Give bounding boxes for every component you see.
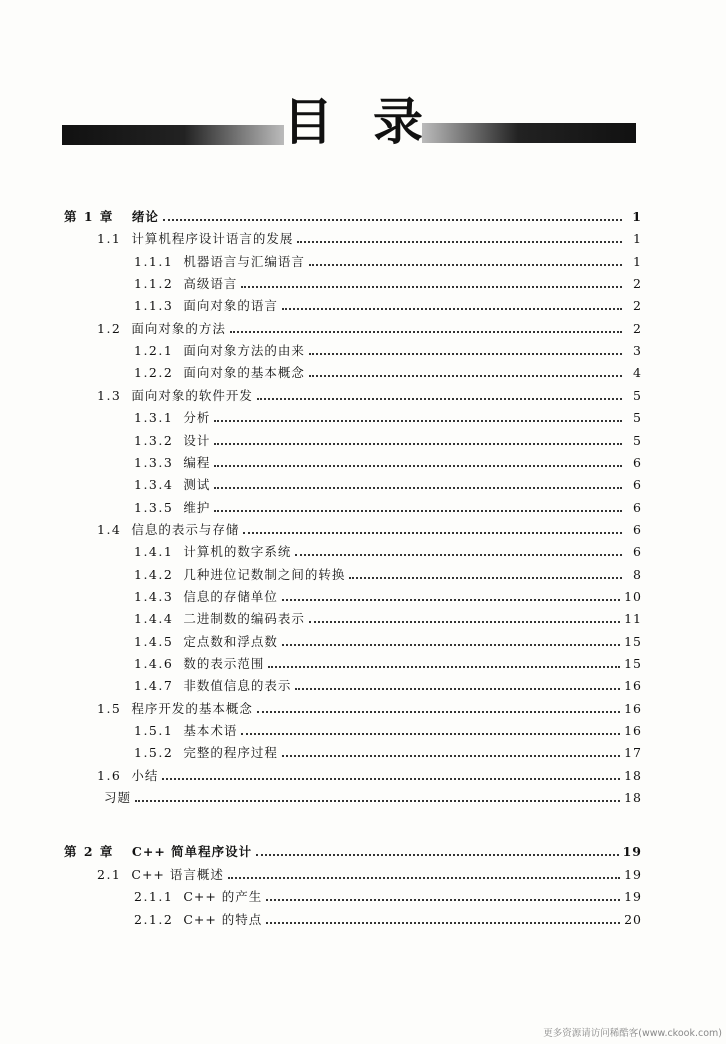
toc-entry-row[interactable] [134, 885, 642, 905]
toc-entry-number: 2.1 [97, 867, 122, 882]
toc-dot-leader [309, 621, 620, 623]
toc-entry-number: 1.3.3 [134, 455, 174, 470]
toc-dot-leader [282, 308, 622, 310]
toc-entry-number: 1.2.2 [134, 365, 174, 380]
toc-entry-title: 计算机的数字系统 [183, 544, 292, 559]
toc-entry-title: 设计 [183, 433, 211, 448]
toc-entry-title: C++ 简单程序设计 [131, 844, 253, 859]
toc-page-number: 15 [624, 634, 642, 649]
toc-page-number: 19 [622, 844, 642, 859]
toc-entry-number: 1.5 [97, 701, 122, 716]
toc-entry-row[interactable] [97, 764, 642, 784]
toc-entry-row[interactable] [134, 339, 642, 359]
toc-dot-leader [214, 487, 622, 489]
toc-entry-number: 第 2 章 [64, 844, 114, 859]
toc-entry-number: 1.4 [97, 522, 122, 537]
toc-entry-number: 2.1.1 [134, 889, 174, 904]
toc-entry-number: 第 1 章 [64, 209, 114, 224]
toc-page-number: 8 [633, 567, 642, 582]
toc-dot-leader [266, 922, 620, 924]
toc-dot-leader [266, 899, 620, 901]
toc-entry-number: 1.3 [97, 388, 122, 403]
toc-entry-row[interactable] [134, 607, 642, 627]
toc-entry-title: 面向对象的软件开发 [131, 388, 253, 403]
toc-entry-title: 维护 [183, 500, 211, 515]
toc-entry-title: 面向对象的方法 [131, 321, 226, 336]
toc-entry-title: 机器语言与汇编语言 [183, 254, 305, 269]
toc-dot-leader [295, 688, 620, 690]
toc-entry-title: 绪论 [131, 209, 159, 224]
footer-watermark: 更多资源请访问稀酷客(www.ckook.com) [543, 1028, 722, 1039]
toc-dot-leader [257, 398, 622, 400]
toc-dot-leader [163, 219, 622, 221]
toc-entry-number: 1.6 [97, 768, 122, 783]
toc-dot-leader [214, 465, 622, 467]
title-banner [0, 0, 726, 170]
toc-entry-title: 面向对象的基本概念 [183, 365, 305, 380]
toc-chapter-row[interactable] [64, 205, 642, 225]
toc-entry-row[interactable] [134, 585, 642, 605]
page-title: 目录 [283, 93, 463, 151]
toc-dot-leader [309, 353, 622, 355]
toc-entry-row[interactable] [97, 863, 642, 883]
toc-page-number: 5 [633, 433, 642, 448]
toc-entry-number: 1.4.5 [134, 634, 174, 649]
toc-page-number: 6 [633, 522, 642, 537]
toc-entry-title: 高级语言 [183, 276, 238, 291]
toc-page-number: 6 [633, 477, 642, 492]
toc-page-number: 17 [624, 745, 642, 760]
toc-entry-number: 1.2 [97, 321, 122, 336]
toc-page-number: 16 [624, 701, 642, 716]
toc-entry-title: 数的表示范围 [183, 656, 265, 671]
toc-entry-title: 二进制数的编码表示 [183, 611, 305, 626]
toc-entry-row[interactable] [134, 473, 642, 493]
toc-entry-number: 1.1.3 [134, 298, 174, 313]
toc-entry-number: 1.1.2 [134, 276, 174, 291]
toc-dot-leader [214, 420, 622, 422]
toc-dot-leader [135, 800, 620, 802]
toc-entry-number: 1.2.1 [134, 343, 174, 358]
toc-entry-title: 非数值信息的表示 [183, 678, 292, 693]
toc-entry-number: 1.4.7 [134, 678, 174, 693]
toc-page-number: 19 [624, 867, 642, 882]
toc-page-number: 18 [624, 768, 642, 783]
toc-entry-row[interactable] [134, 272, 642, 292]
toc-entry-row[interactable] [97, 697, 642, 717]
toc-entry-number: 1.4.4 [134, 611, 174, 626]
toc-entry-row[interactable] [134, 563, 642, 583]
toc-page-number: 18 [624, 790, 642, 805]
toc-dot-leader [268, 666, 620, 668]
toc-entry-row[interactable] [97, 384, 642, 404]
toc-entry-number: 1.4.3 [134, 589, 174, 604]
toc-page-number: 1 [633, 231, 642, 246]
toc-entry-number: 1.5.1 [134, 723, 174, 738]
toc-entry-title: 定点数和浮点数 [183, 634, 278, 649]
toc-dot-leader [241, 286, 622, 288]
toc-page-number: 2 [633, 321, 642, 336]
toc-dot-leader [309, 264, 622, 266]
toc-page-number: 15 [624, 656, 642, 671]
toc-dot-leader [230, 331, 622, 333]
toc-dot-leader [282, 599, 620, 601]
toc-entry-row[interactable] [134, 451, 642, 471]
toc-page-number: 20 [624, 912, 642, 927]
toc-entry-title: 小结 [131, 768, 159, 783]
toc-dot-leader [297, 241, 622, 243]
toc-entry-title: 完整的程序过程 [183, 745, 278, 760]
toc-entry-number: 1.4.1 [134, 544, 174, 559]
toc-entry-number: 1.1.1 [134, 254, 174, 269]
toc-dot-leader [162, 778, 620, 780]
toc-page-number: 2 [633, 298, 642, 313]
toc-page-number: 6 [633, 544, 642, 559]
toc-entry-title: 信息的存储单位 [183, 589, 278, 604]
toc-page-number: 4 [633, 365, 642, 380]
toc-entry-row[interactable] [134, 250, 642, 270]
toc-page-number: 1 [633, 254, 642, 269]
toc-dot-leader [214, 443, 622, 445]
toc-entry-title: C++ 语言概述 [131, 867, 224, 882]
toc-entry-row[interactable] [97, 227, 642, 247]
toc-dot-leader [241, 733, 620, 735]
toc-page-number: 3 [633, 343, 642, 358]
toc-dot-leader [256, 854, 618, 856]
toc-entry-title: 分析 [183, 410, 211, 425]
toc-dot-leader [243, 532, 622, 534]
toc-entry-row[interactable] [134, 429, 642, 449]
toc-entry-title: 编程 [183, 455, 211, 470]
toc-dot-leader [295, 554, 622, 556]
toc-entry-number: 1.4.6 [134, 656, 174, 671]
toc-entry-title: 面向对象方法的由来 [183, 343, 305, 358]
toc-entry-number: 1.3.5 [134, 500, 174, 515]
toc-dot-leader [282, 644, 620, 646]
toc-entry-title: 基本术语 [183, 723, 238, 738]
toc-page-number: 16 [624, 723, 642, 738]
toc-entry-title: 几种进位记数制之间的转换 [183, 567, 346, 582]
toc-entry-number: 1.5.2 [134, 745, 174, 760]
toc-entry-number: 2.1.2 [134, 912, 174, 927]
toc-page-number: 10 [624, 589, 642, 604]
toc-entry-row[interactable] [134, 294, 642, 314]
toc-entry-number: 1.3.2 [134, 433, 174, 448]
toc-entry-number: 1.1 [97, 231, 122, 246]
toc-entry-row[interactable] [104, 786, 642, 806]
toc-entry-title: 习题 [104, 790, 132, 805]
toc-dot-leader [349, 577, 622, 579]
toc-page-number: 2 [633, 276, 642, 291]
toc-dot-leader [282, 755, 620, 757]
toc-page-number: 6 [633, 455, 642, 470]
toc-entry-row[interactable] [134, 674, 642, 694]
toc-entry-title: 面向对象的语言 [183, 298, 278, 313]
toc-entry-title: 测试 [183, 477, 211, 492]
toc-entry-number: 1.3.1 [134, 410, 174, 425]
toc-entry-row[interactable] [97, 518, 642, 538]
toc-page-number: 11 [624, 611, 642, 626]
toc-entry-row[interactable] [134, 719, 642, 739]
toc-page-number: 19 [624, 889, 642, 904]
toc-entry-title: 信息的表示与存储 [131, 522, 240, 537]
toc-entry-row[interactable] [97, 317, 642, 337]
toc-entry-row[interactable] [134, 630, 642, 650]
toc-dot-leader [214, 510, 622, 512]
toc-dot-leader [309, 375, 622, 377]
toc-entry-number: 1.3.4 [134, 477, 174, 492]
toc-dot-leader [228, 877, 620, 879]
toc-chapter-row[interactable] [64, 840, 642, 860]
toc-entry-row[interactable] [134, 496, 642, 516]
toc-entry-row[interactable] [134, 652, 642, 672]
toc-dot-leader [257, 711, 620, 713]
toc-page-number: 1 [632, 209, 642, 224]
toc-entry-row[interactable] [134, 908, 642, 928]
toc-entry-number: 1.4.2 [134, 567, 174, 582]
toc-entry-title: 程序开发的基本概念 [131, 701, 253, 716]
toc-page-number: 16 [624, 678, 642, 693]
toc-entry-row[interactable] [134, 406, 642, 426]
toc-page-number: 6 [633, 500, 642, 515]
toc-entry-row[interactable] [134, 361, 642, 381]
toc-page-number: 5 [633, 410, 642, 425]
toc-entry-row[interactable] [134, 540, 642, 560]
toc-entry-row[interactable] [134, 741, 642, 761]
toc-entry-title: C++ 的特点 [183, 912, 263, 927]
toc-entry-title: C++ 的产生 [183, 889, 263, 904]
toc-entry-title: 计算机程序设计语言的发展 [131, 231, 294, 246]
toc-page-number: 5 [633, 388, 642, 403]
